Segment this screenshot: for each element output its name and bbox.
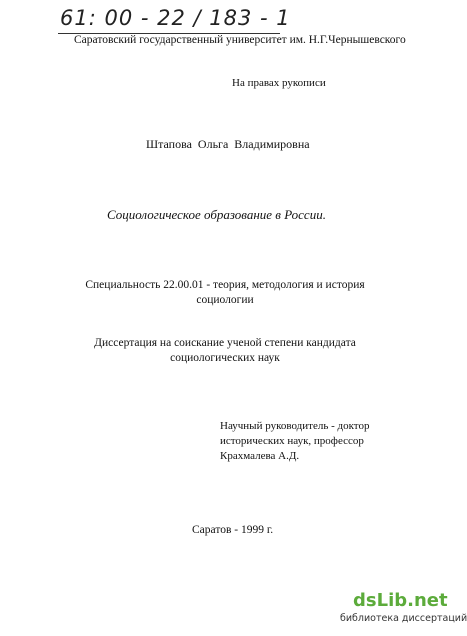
specialty-line-1: Специальность 22.00.01 - теория, методология и история (85, 279, 365, 291)
author-name: Штапова Ольга Владимировна (146, 137, 310, 151)
supervisor-line-2: исторических наук, профессор (220, 435, 364, 447)
city-year: Саратов - 1999 г. (192, 524, 274, 536)
university-name: Саратовский государственный университет им. Н.Г.Чернышевского (74, 34, 406, 46)
specialty-line-2: социологии (196, 294, 254, 306)
degree-line-2: социологических наук (170, 352, 280, 364)
supervisor-name: Крахмалева А.Д. (220, 450, 300, 462)
dissertation-title: Социологическое образование в России. (107, 207, 326, 222)
supervisor-line-1: Научный руководитель - доктор (220, 420, 370, 432)
degree-line-1: Диссертация на соискание ученой степени кандидата (94, 337, 356, 349)
handwritten-stamp: 61: 00 - 22 / 183 - 1 (60, 6, 291, 30)
rights-notice: На правах рукописи (232, 77, 326, 89)
watermark-caption: библиотека диссертаций (340, 613, 467, 624)
dslib-logo[interactable]: dsLib.net (353, 590, 448, 611)
